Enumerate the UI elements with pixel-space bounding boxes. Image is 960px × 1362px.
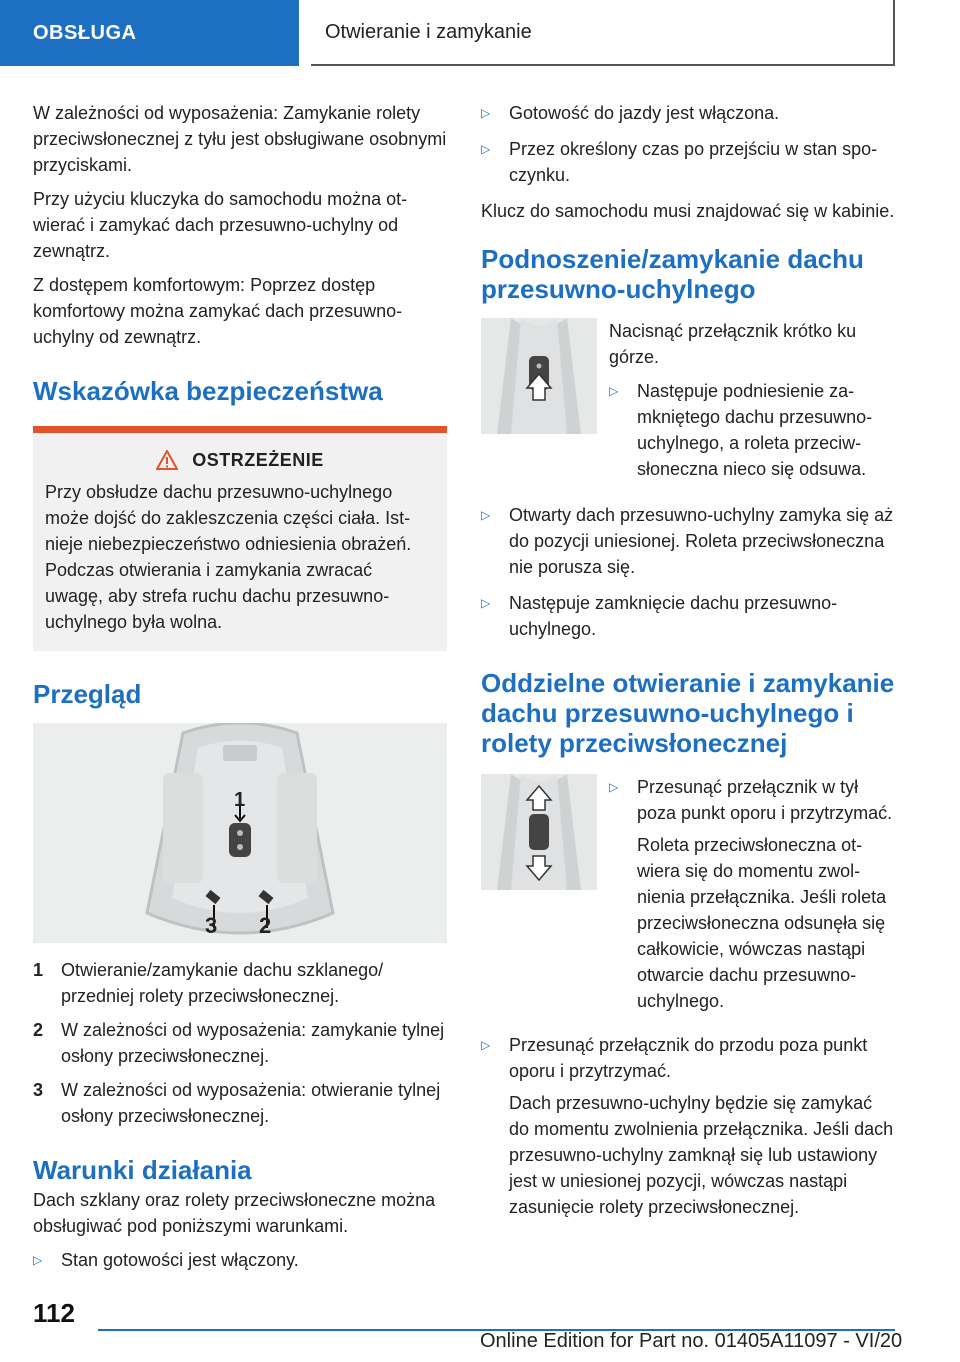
page-header: [0, 0, 960, 66]
raise-content: [609, 318, 895, 492]
triangle-bullet-icon: ▷: [609, 384, 619, 398]
separate-section: [481, 774, 895, 1022]
intro-paragraph: Z dostępem komfortowym: Poprzez dostęp komfortowy można zamykać dach przesuwno-uchylny od zewnątrz.: [33, 275, 403, 347]
triangle-bullet-icon: ▷: [481, 508, 491, 522]
bullet-item: ▷ Gotowość do jazdy jest włączona.: [481, 100, 895, 126]
intro-paragraph: Przy użyciu kluczyka do samochodu można otwierać i zamykać dach przesuwno-uchylny od zewnątrz.: [33, 189, 408, 261]
section-tab: OBSŁUGA: [0, 0, 299, 66]
warning-header: [45, 447, 435, 473]
right-column: [481, 100, 895, 1228]
triangle-bullet-icon: ▷: [609, 780, 619, 794]
triangle-bullet-icon: ▷: [481, 1038, 491, 1052]
separate-content: [609, 774, 895, 1022]
legend-item: [33, 1017, 447, 1069]
legend-item: [33, 1077, 447, 1129]
overhead-console-illustration: [33, 723, 447, 943]
legend-number: 3: [33, 1080, 44, 1100]
warning-triangle-icon: [156, 450, 178, 470]
switch-up-image: [481, 318, 597, 434]
bullet-item: ▷ Stan gotowości jest włączony.: [33, 1247, 447, 1273]
legend-number: 2: [33, 1020, 44, 1040]
triangle-bullet-icon: ▷: [33, 1253, 43, 1267]
key-text: Klucz do samochodu musi znajdować się w kabinie.: [481, 201, 895, 221]
legend-list: [33, 957, 447, 1129]
bullet-item: ▷ Następuje podniesienie zamkniętego dachu przesuwno-uchylnego, a roleta przeciwsłoneczna nieco się odsuwa.: [609, 378, 895, 482]
bullet-item: ▷ Przesunąć przełącznik w tył poza punkt oporu i przytrzymać.: [609, 774, 895, 826]
separate-b1-detail: Roleta przeciwsłoneczna otwiera się do momentu zwolnienia przełącznika. Jeśli roleta przeciwsłoneczna odsunęła się całkowicie, wówczas nastąpi otwarcie dachu przesuwno-uchylnego.: [637, 835, 887, 1011]
legend-item: [33, 957, 447, 1009]
overview-heading: Przegląd: [33, 679, 142, 709]
overhead-console-figure: [33, 723, 447, 943]
callout-3: 3: [205, 913, 218, 938]
conditions-text: Dach szklany oraz rolety przeciwsłoneczne można obsługiwać pod poniższymi warunkami.: [33, 1190, 436, 1236]
intro-paragraph: W zależności od wyposażenia: Zamykanie rolety przeciwsłonecznej z tyłu jest obsługiwane osobnymi przyciskami.: [33, 103, 447, 175]
legend-text: Otwieranie/zamykanie dachu szklanego/ przedniej rolety przeciwsłonecznej.: [61, 960, 384, 1006]
warning-text: Przy obsłudze dachu przesuwno-uchylnego może dojść do zakleszczenia części ciała. Istnieje niebezpieczeństwo odniesienia obrażeń. Podczas otwierania i zamykania zwracać uwagę, aby strefa ruchu dachu przesuwno-uchylnego była wolna.: [45, 482, 412, 632]
bullet-item: ▷ Przez określony czas po przejściu w stan spoczynku.: [481, 136, 895, 188]
left-column: [33, 100, 447, 1283]
callout-1: 1: [234, 789, 246, 811]
legend-text: W zależności od wyposażenia: otwieranie tylnej osłony przeciwsłonecznej.: [61, 1080, 441, 1126]
conditions-heading: Warunki działania: [33, 1155, 252, 1185]
bullet-item: ▷ Następuje zamknięcie dachu przesuwno-uchylnego.: [481, 590, 895, 642]
raise-text: Nacisnąć przełącznik krótko ku górze.: [609, 321, 857, 367]
separate-heading: Oddzielne otwieranie i zamykanie dachu przesuwno-uchylnego i rolety przeciwsłonecznej: [481, 668, 895, 758]
warning-title: OSTRZEŻENIE: [192, 450, 324, 470]
warning-box: [33, 433, 447, 651]
triangle-bullet-icon: ▷: [481, 106, 491, 120]
bullet-item: ▷ Otwarty dach przesuwno-uchylny zamyka się aż do pozycji uniesionej. Roleta przeciwsłoneczna nie porusza się.: [481, 502, 895, 580]
raise-section: [481, 318, 895, 492]
page-number: 112: [33, 1298, 75, 1328]
legend-text: W zależności od wyposażenia: zamykanie tylnej osłony przeciwsłonecznej.: [61, 1020, 445, 1066]
callout-2: 2: [259, 913, 272, 938]
safety-heading: Wskazówka bezpieczeństwa: [33, 376, 383, 406]
edition-text: Online Edition for Part no. 01405A11097 - VI/20: [480, 1330, 903, 1352]
bullet-item: ▷ Przesunąć przełącznik do przodu poza punkt oporu i przytrzymać.: [481, 1032, 895, 1084]
triangle-bullet-icon: ▷: [481, 142, 491, 156]
raise-heading: Podnoszenie/zamykanie dachu przesuwno-uchylnego: [481, 244, 864, 304]
legend-number: 1: [33, 960, 44, 980]
warning-rule: [33, 426, 447, 433]
triangle-bullet-icon: ▷: [481, 596, 491, 610]
switch-updown-image: [481, 774, 597, 890]
separate-b2-detail: Dach przesuwno-uchylny będzie się zamykać do momentu zwolnienia przełącznika. Jeśli dach przesuwno-uchylny zamknął się lub ustawiony jest w uniesionej pozycji, wówczas nastąpi zasunięcie rolety przeciwsłonecznej.: [509, 1093, 894, 1217]
chapter-title: Otwieranie i zamykanie: [311, 0, 895, 66]
